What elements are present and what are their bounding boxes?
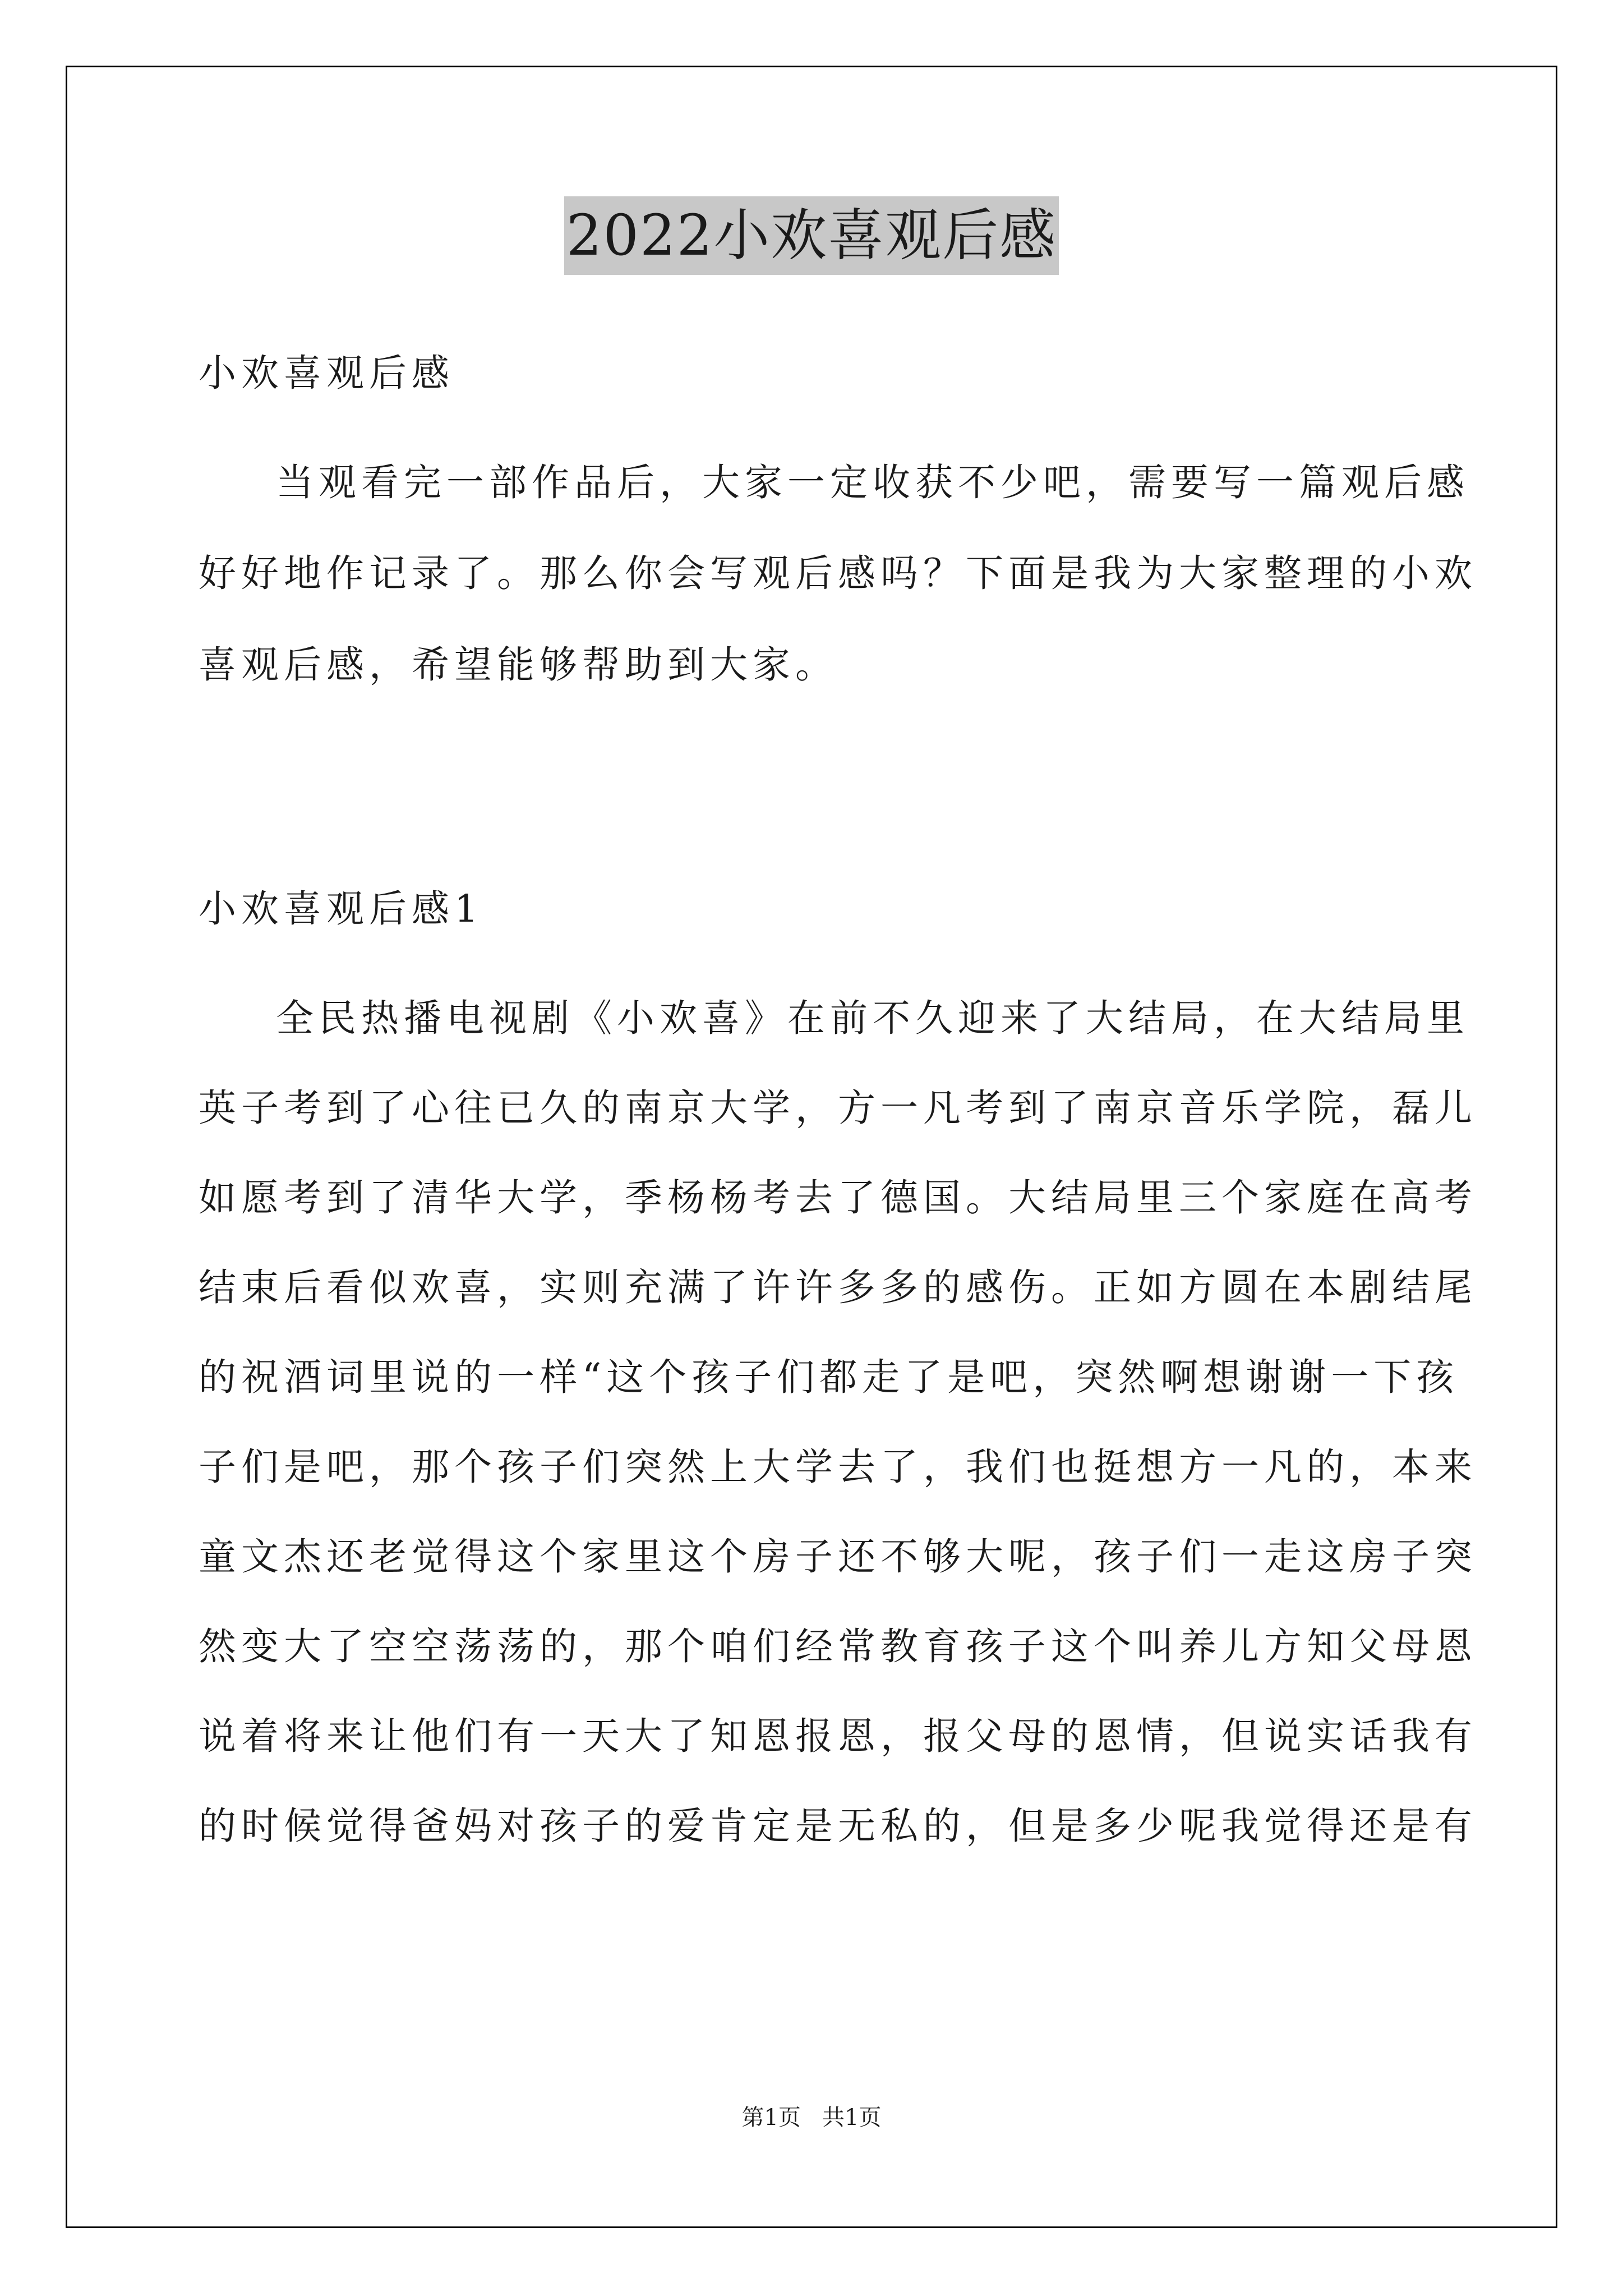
title-container (0, 196, 1623, 275)
body-line: 然变大了空空荡荡的，那个咱们经常教育孩子这个叫养儿方知父母恩 (199, 1625, 1477, 1668)
page-footer: 第1页 共1页 (741, 2105, 882, 2131)
body-line: 全民热播电视剧《小欢喜》在前不久迎来了大结局，在大结局里 (276, 996, 1469, 1040)
body-line: 童文杰还老觉得这个家里这个房子还不够大呢，孩子们一走这房子突 (199, 1535, 1477, 1579)
intro-line: 当观看完一部作品后，大家一定收获不少吧，需要写一篇观后感 (276, 461, 1469, 504)
body-line: 的时候觉得爸妈对孩子的爱肯定是无私的，但是多少呢我觉得还是有 (199, 1804, 1477, 1848)
intro-line: 喜观后感，希望能够帮助到大家。 (199, 643, 838, 687)
body-line: 如愿考到了清华大学，季杨杨考去了德国。大结局里三个家庭在高考 (199, 1176, 1477, 1220)
section-heading: 小欢喜观后感1 (199, 887, 483, 931)
body-line: 结束后看似欢喜，实则充满了许许多多的感伤。正如方圆在本剧结尾 (199, 1266, 1477, 1309)
intro-line: 好好地作记录了。那么你会写观后感吗？下面是我为大家整理的小欢 (199, 551, 1477, 595)
body-line: 说着将来让他们有一天大了知恩报恩，报父母的恩情，但说实话我有 (199, 1714, 1477, 1758)
document-title: 2022小欢喜观后感 (564, 196, 1059, 275)
body-line: 英子考到了心往已久的南京大学，方一凡考到了南京音乐学院，磊儿 (199, 1086, 1477, 1130)
subtitle: 小欢喜观后感 (199, 351, 454, 395)
body-line: 的祝酒词里说的一样“这个孩子们都走了是吧，突然啊想谢谢一下孩 (199, 1355, 1459, 1399)
body-line: 子们是吧，那个孩子们突然上大学去了，我们也挺想方一凡的，本来 (199, 1445, 1477, 1489)
